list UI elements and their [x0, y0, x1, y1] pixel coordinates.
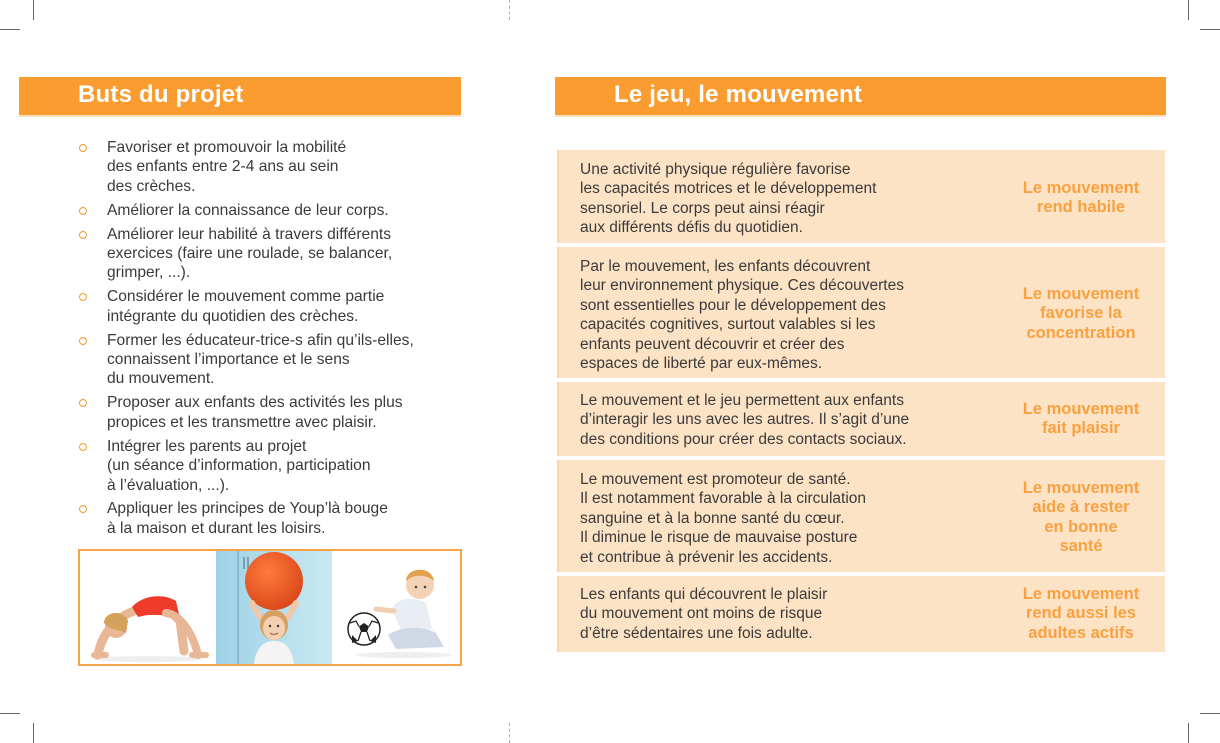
list-item: Favoriser et promouvoir la mobilité des enfants entre 2-4 ans au sein des crèches.: [78, 138, 468, 196]
list-item: Améliorer leur habilité à travers différents exercices (faire une roulade, se balancer, grimper, ...).: [78, 225, 468, 283]
crop-mark: [1188, 723, 1189, 743]
benefit-row: [557, 247, 1165, 378]
list-item: Proposer aux enfants des activités les plus propices et les transmettre avec plaisir.: [78, 393, 468, 432]
crop-mark: [1188, 0, 1189, 20]
list-item: Considérer le mouvement comme partie intégrante du quotidien des crèches.: [78, 287, 468, 326]
crop-mark: [1200, 713, 1220, 714]
bullet-ring-icon: [79, 144, 87, 152]
benefit-title: Le mouvement rend aussi les adultes actifs: [1022, 585, 1140, 642]
benefit-title: Le mouvement favorise la concentration: [1022, 285, 1140, 342]
bullet-ring-icon: [79, 505, 87, 513]
crop-mark: [0, 713, 20, 714]
benefit-title: Le mouvement aide à rester en bonne santé: [1022, 479, 1140, 556]
child-bridge-photo: [80, 551, 216, 664]
photo-strip: [78, 549, 462, 666]
list-item: Améliorer la connaissance de leur corps.: [78, 201, 468, 220]
left-page-heading: Buts du projet: [78, 81, 244, 108]
benefit-row: [557, 576, 1165, 652]
crop-mark: [0, 29, 20, 30]
list-item: Intégrer les parents au projet (un séance d’information, participation à l’évaluation, ...).: [78, 437, 468, 495]
girl-ball-photo: [216, 551, 332, 664]
goals-list: [78, 138, 468, 543]
benefit-text: Par le mouvement, les enfants découvrent leur environnement physique. Ces découvertes sont essentielles pour le développement des capacités cognitives, surtout valables si les enfants peuvent découvrir et créer des espaces de liberté par eux-mêmes.: [580, 258, 904, 373]
right-page-heading: Le jeu, le mouvement: [614, 81, 863, 108]
benefit-text: Une activité physique régulière favorise les capacités motrices et le développement sensoriel. Le corps peut ainsi réagir aux différents défis du quotidien.: [580, 161, 877, 237]
bullet-ring-icon: [79, 337, 87, 345]
crop-mark: [1200, 29, 1220, 30]
benefit-row: [557, 150, 1165, 243]
benefit-title: Le mouvement fait plaisir: [1022, 400, 1140, 438]
benefit-row: [557, 382, 1165, 456]
crop-mark: [33, 723, 34, 743]
benefits-panel: [557, 150, 1165, 656]
benefit-text: Les enfants qui découvrent le plaisir du mouvement ont moins de risque d’être sédentaires une fois adulte.: [580, 586, 828, 642]
benefit-text: Le mouvement est promoteur de santé. Il est notamment favorable à la circulation sanguine et à la bonne santé du cœur. Il diminue le risque de mauvaise posture et contribue à prévenir les accidents.: [580, 471, 867, 566]
benefit-text: Le mouvement et le jeu permettent aux enfants d’interagir les uns avec les autres. Il s’agit d’une des conditions pour créer des contacts sociaux.: [580, 392, 910, 448]
right-heading-bar: [555, 77, 1166, 115]
bullet-ring-icon: [79, 231, 87, 239]
fold-mark: [509, 0, 510, 20]
bullet-ring-icon: [79, 207, 87, 215]
left-heading-bar: [19, 77, 461, 115]
list-item: Former les éducateur-trice-s afin qu’ils-elles, connaissent l’importance et le sens du mouvement.: [78, 331, 468, 389]
fold-mark: [509, 723, 510, 743]
bullet-ring-icon: [79, 293, 87, 301]
benefit-row: [557, 460, 1165, 572]
crop-mark: [33, 0, 34, 20]
list-item: Appliquer les principes de Youp’là bouge à la maison et durant les loisirs.: [78, 499, 468, 538]
benefit-title: Le mouvement rend habile: [1022, 179, 1140, 217]
bullet-ring-icon: [79, 399, 87, 407]
toddler-soccer-photo: [332, 551, 460, 664]
bullet-ring-icon: [79, 443, 87, 451]
